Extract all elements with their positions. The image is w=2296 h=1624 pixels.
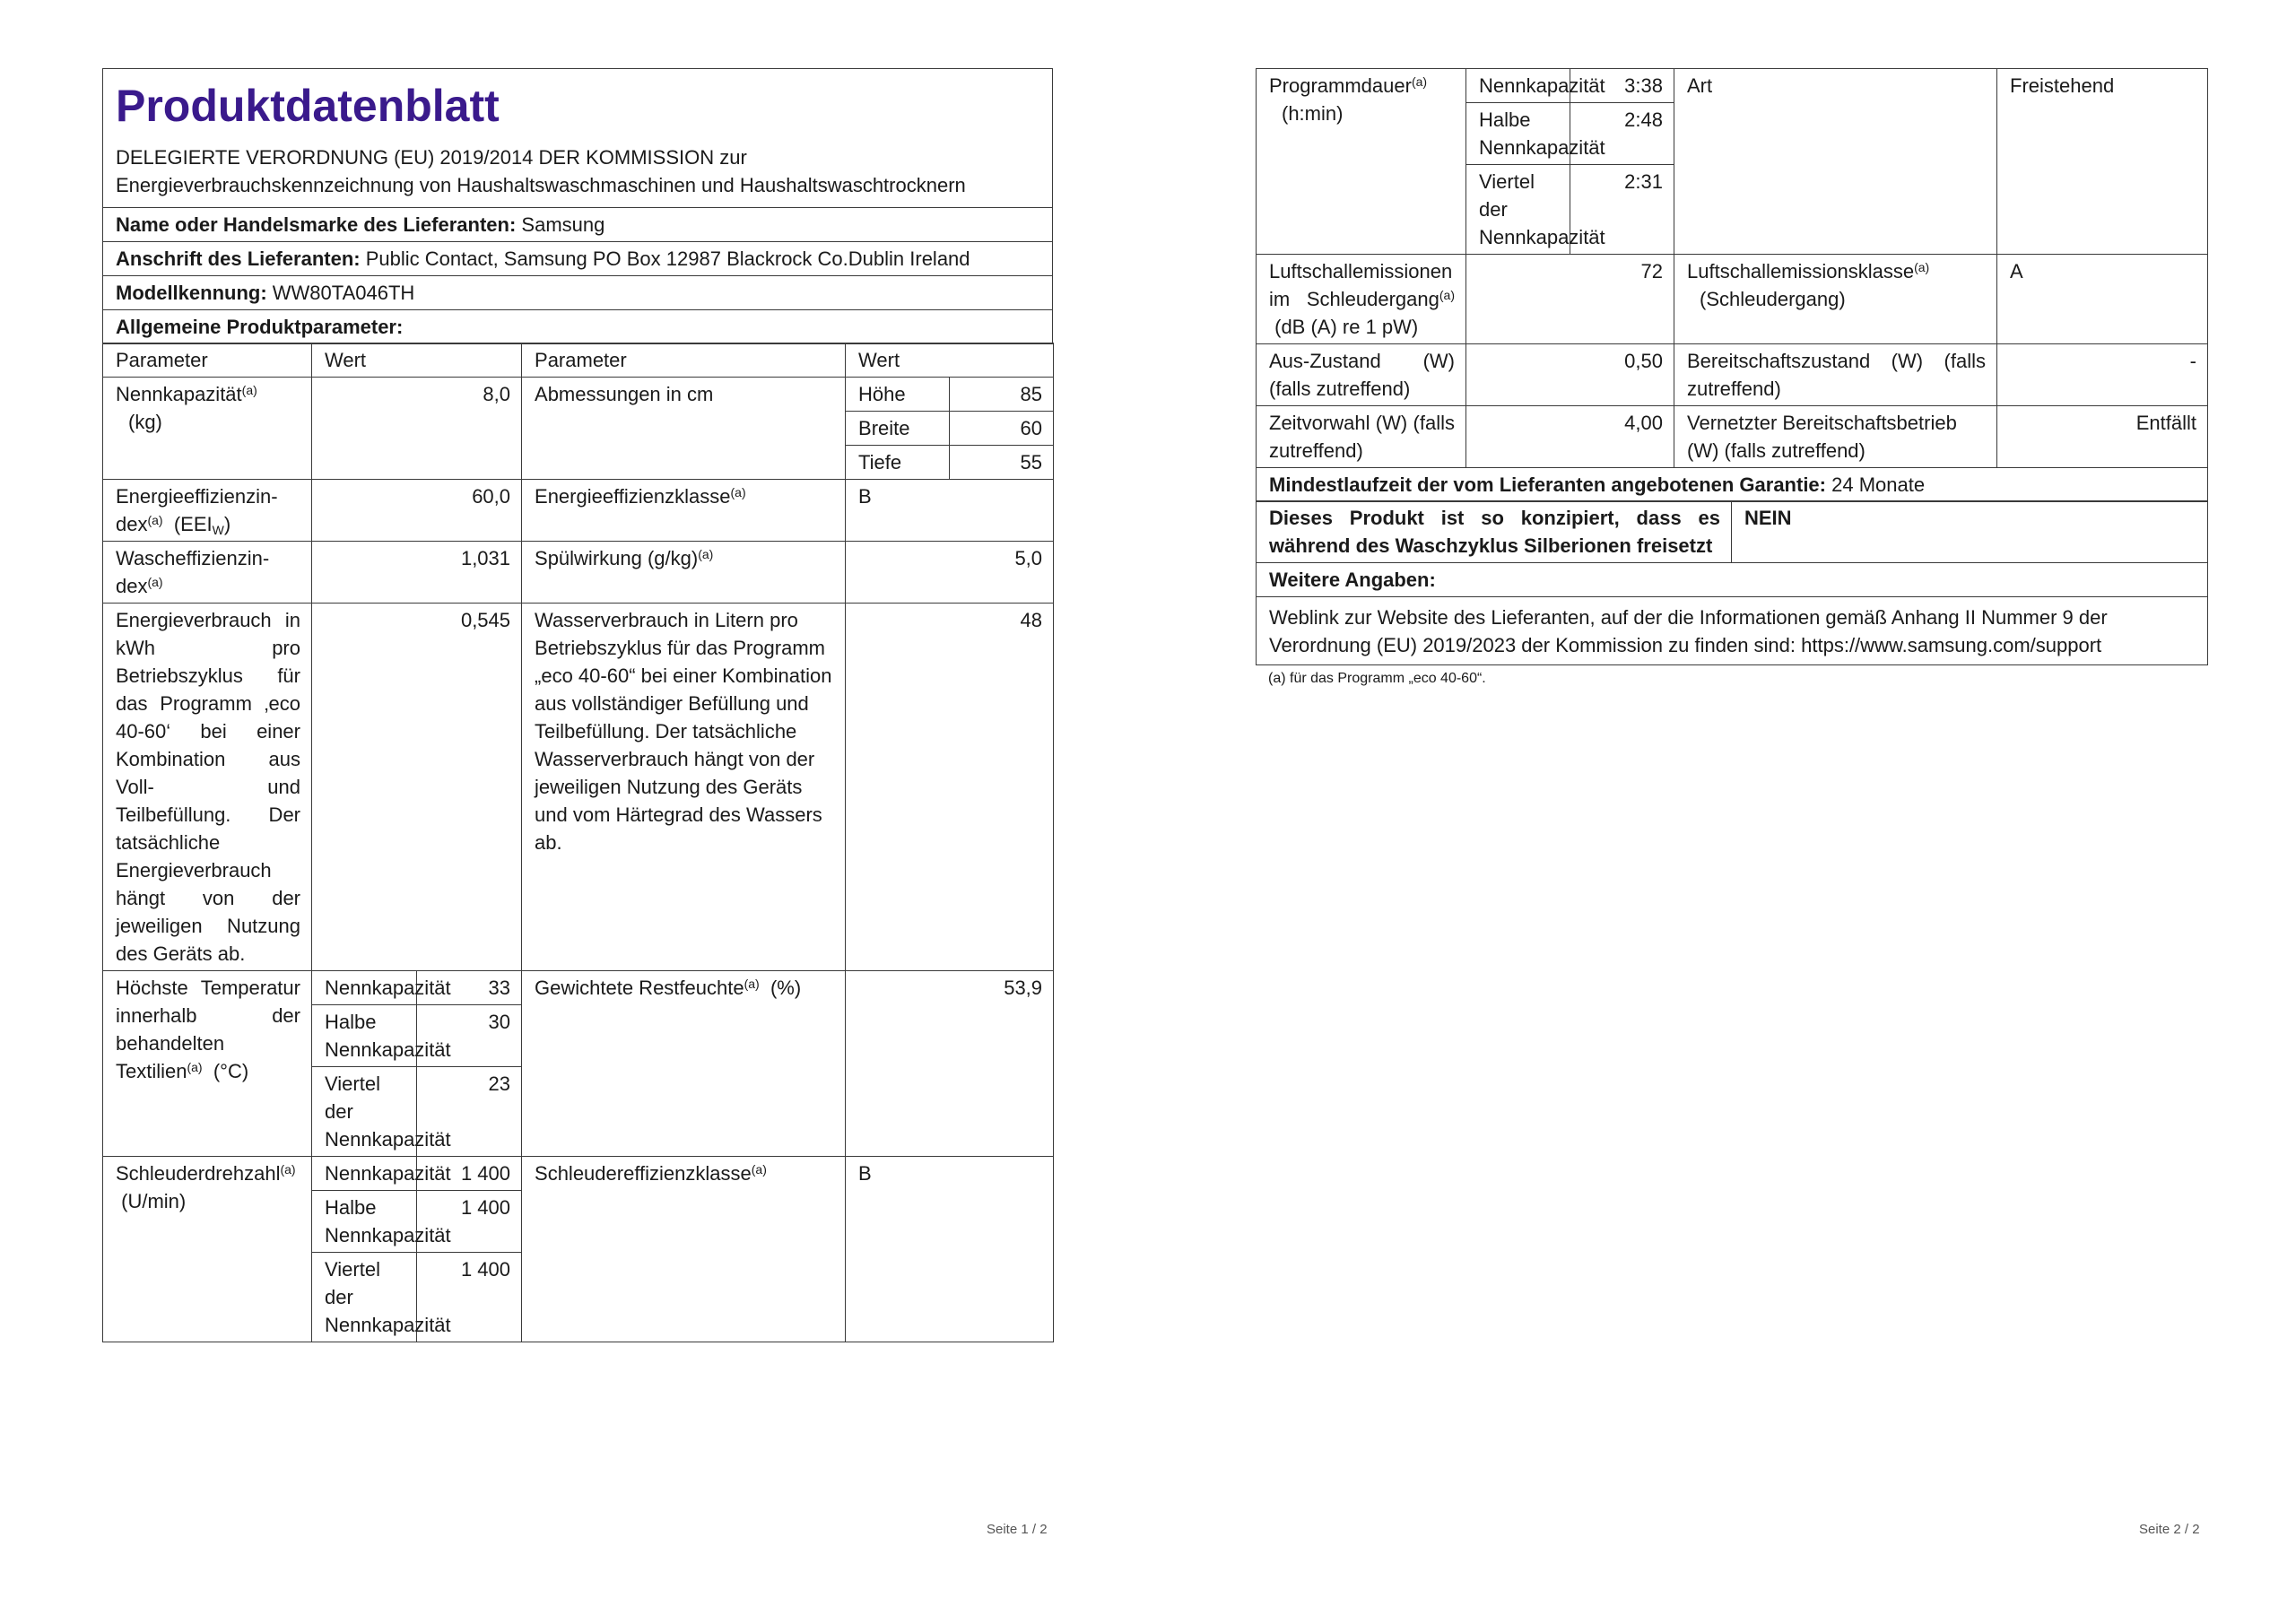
load-full-label: Nennkapazität xyxy=(312,1157,417,1191)
load-quarter-label: Viertel der Nennkapazität xyxy=(1466,165,1570,255)
supplier-weblink[interactable]: https://www.samsung.com/support xyxy=(1801,634,2102,657)
warranty-value: 24 Monate xyxy=(1831,473,1926,496)
height-label: Höhe xyxy=(846,378,950,412)
wash-index-value: 1,031 xyxy=(312,542,522,604)
spin-speed-label: Schleuderdrehzahl$^{(a)}$ (U/min) xyxy=(103,1157,312,1342)
table-row xyxy=(103,604,1054,971)
regulation-line-2: Energieverbrauchskennzeichnung von Haushaltswaschmaschinen und Haushaltswaschtrocknern xyxy=(116,174,966,196)
energy-consumption-label: Energieverbrauch in kWh pro Betriebszyklus für das Programm ‚eco 40-60‘ bei einer Kombination aus Voll- und Teilbefüllung. Der tatsächliche Energieverbrauch hängt von der jeweiligen Nutzung des Geräts ab. xyxy=(103,604,312,971)
address-label: Anschrift des Lieferanten: xyxy=(116,248,361,270)
params-table xyxy=(102,343,1054,1342)
table-row xyxy=(103,971,1054,1005)
table-row xyxy=(103,378,1054,412)
noise-label: Luftschallemissionen im Schleudergang$^{(a)}$ (dB (A) re 1 pW) xyxy=(1257,255,1466,344)
program-duration-label: Programmdauer$^{(a)}$ (h:min) xyxy=(1257,69,1466,255)
eei-value: 60,0 xyxy=(312,480,522,542)
params-table-2 xyxy=(1256,68,2208,502)
model-label: Modellkennung: xyxy=(116,282,267,304)
regulation-line-1: DELEGIERTE VERORDNUNG (EU) 2019/2014 DER KOMMISSION zur xyxy=(116,146,747,169)
noise-value: 72 xyxy=(1466,255,1674,344)
load-quarter-label: Viertel der Nennkapazität xyxy=(312,1253,417,1342)
width-value: 60 xyxy=(950,412,1054,446)
spin-full-value: 1 400 xyxy=(417,1157,522,1191)
load-full-label: Nennkapazität xyxy=(312,971,417,1005)
wash-index-label: Wascheffizienzin- dex$^{(a)}$ xyxy=(103,542,312,604)
silver-ions-value: NEIN xyxy=(1732,501,2208,563)
energy-consumption-value: 0,545 xyxy=(312,604,522,971)
height-value: 85 xyxy=(950,378,1054,412)
networked-standby-value: Entfällt xyxy=(1997,406,2208,468)
load-quarter-label: Viertel der Nennkapazität xyxy=(312,1067,417,1157)
spin-quarter-value: 1 400 xyxy=(417,1253,522,1342)
datasheet-page-2 xyxy=(1256,68,2207,687)
table-row xyxy=(1257,69,2208,103)
title-cell xyxy=(103,69,1053,208)
supplier-label: Name oder Handelsmarke des Lieferanten: xyxy=(116,213,517,236)
col-header-value-2: Wert xyxy=(846,343,1054,378)
noise-class-value: A xyxy=(1997,255,2208,344)
type-value: Freistehend xyxy=(1997,69,2208,255)
program-half-value: 2:48 xyxy=(1570,103,1674,165)
footnote: (a) für das Programm „eco 40-60“. xyxy=(1268,671,1486,687)
params-header-row xyxy=(103,343,1054,378)
table-row xyxy=(1257,468,2208,502)
spin-class-value: B xyxy=(846,1157,1054,1342)
supplier-value: Samsung xyxy=(521,213,605,236)
eei-class-label: Energieeffizienzklasse$^{(a)}$ xyxy=(522,480,846,542)
load-full-label: Nennkapazität xyxy=(1466,69,1570,103)
standby-label: Bereitschaftszustand (W) (falls zutreffend) xyxy=(1674,344,1997,406)
standby-value: - xyxy=(1997,344,2208,406)
moisture-value: 53,9 xyxy=(846,971,1054,1157)
moisture-label: Gewichtete Restfeuchte$^{(a)}$ (%) xyxy=(522,971,846,1157)
address-value: Public Contact, Samsung PO Box 12987 Blackrock Co.Dublin Ireland xyxy=(365,248,970,270)
model-value: WW80TA046TH xyxy=(272,282,415,304)
delay-start-value: 4,00 xyxy=(1466,406,1674,468)
temp-full-value: 33 xyxy=(417,971,522,1005)
rinse-label: Spülwirkung $(g/kg)^{(a)}$ xyxy=(522,542,846,604)
load-half-label: Halbe Nennkapazität xyxy=(312,1005,417,1067)
networked-standby-label: Vernetzter Bereitschaftsbetrieb (W) (falls zutreffend) xyxy=(1674,406,1997,468)
program-quarter-value: 2:31 xyxy=(1570,165,1674,255)
max-temperature-label: Höchste Temperatur innerhalb der behandelten Textilien$^{(a)}$ (°C) xyxy=(103,971,312,1157)
capacity-label: Nennkapazität$^{(a)}$ (kg) xyxy=(103,378,312,480)
spin-half-value: 1 400 xyxy=(417,1191,522,1253)
supplier-row xyxy=(103,208,1053,242)
regulation-text xyxy=(116,143,1041,199)
temp-half-value: 30 xyxy=(417,1005,522,1067)
header-table xyxy=(102,68,1053,344)
warranty-label: Mindestlaufzeit der vom Lieferanten angebotenen Garantie: xyxy=(1269,473,1826,496)
program-full-value: 3:38 xyxy=(1570,69,1674,103)
off-mode-value: 0,50 xyxy=(1466,344,1674,406)
model-row xyxy=(103,276,1053,310)
noise-class-label: Luftschallemissionsklasse$^{(a)}$ (Schleudergang) xyxy=(1674,255,1997,344)
col-header-parameter-2: Parameter xyxy=(522,343,846,378)
silver-table xyxy=(1256,500,2208,665)
table-row xyxy=(103,1157,1054,1191)
table-row xyxy=(1257,255,2208,344)
datasheet-page-1 xyxy=(102,68,1053,1342)
warranty-row xyxy=(1257,468,2208,502)
general-params-row xyxy=(103,310,1053,344)
table-row xyxy=(103,542,1054,604)
depth-label: Tiefe xyxy=(846,446,950,480)
page-title: Produktdatenblatt xyxy=(116,81,500,131)
page-number-1: Seite 1 / 2 xyxy=(987,1522,1048,1537)
eei-label: Energieeffizienzin- dex$^{(a)}$ $(EEI_W)$ xyxy=(103,480,312,542)
table-row xyxy=(1257,597,2208,665)
table-row xyxy=(1257,344,2208,406)
table-row xyxy=(1257,501,2208,563)
col-header-parameter: Parameter xyxy=(103,343,312,378)
further-info-label: Weitere Angaben: xyxy=(1257,563,2208,597)
capacity-value: 8,0 xyxy=(312,378,522,480)
eei-class-value: B xyxy=(846,480,1054,542)
load-half-label: Halbe Nennkapazität xyxy=(1466,103,1570,165)
table-row xyxy=(1257,563,2208,597)
col-header-value: Wert xyxy=(312,343,522,378)
delay-start-label: Zeitvorwahl (W) (falls zutreffend) xyxy=(1257,406,1466,468)
table-row xyxy=(1257,406,2208,468)
general-params-label: Allgemeine Produktparameter: xyxy=(116,316,404,338)
spin-class-label: Schleudereffizienzklasse$^{(a)}$ xyxy=(522,1157,846,1342)
water-consumption-value: 48 xyxy=(846,604,1054,971)
page-number-2: Seite 2 / 2 xyxy=(2139,1522,2200,1537)
table-row xyxy=(103,480,1054,542)
type-label: Art xyxy=(1674,69,1997,255)
width-label: Breite xyxy=(846,412,950,446)
depth-value: 55 xyxy=(950,446,1054,480)
weblink-text: Weblink zur Website des Lieferanten, auf der die Informationen gemäß Anhang II Nummer 9 der Verordnung (EU) 2019/2023 der Kommission zu finden sind: xyxy=(1269,606,2108,657)
silver-ions-label: Dieses Produkt ist so konzipiert, dass es während des Waschzyklus Silberionen freisetzt xyxy=(1257,501,1732,563)
load-half-label: Halbe Nennkapazität xyxy=(312,1191,417,1253)
water-consumption-label: Wasserverbrauch in Litern pro Betriebszyklus für das Programm „eco 40-60“ bei einer Kombination aus vollständiger Befüllung und Teilbefüllung. Der tatsächliche Wasserverbrauch hängt von der jeweiligen Nutzung des Geräts und vom Härtegrad des Wassers ab. xyxy=(522,604,846,971)
rinse-value: 5,0 xyxy=(846,542,1054,604)
address-row xyxy=(103,242,1053,276)
off-mode-label: Aus-Zustand (W) (falls zutreffend) xyxy=(1257,344,1466,406)
dimensions-label: Abmessungen in cm xyxy=(522,378,846,480)
weblink-row xyxy=(1257,597,2208,665)
temp-quarter-value: 23 xyxy=(417,1067,522,1157)
